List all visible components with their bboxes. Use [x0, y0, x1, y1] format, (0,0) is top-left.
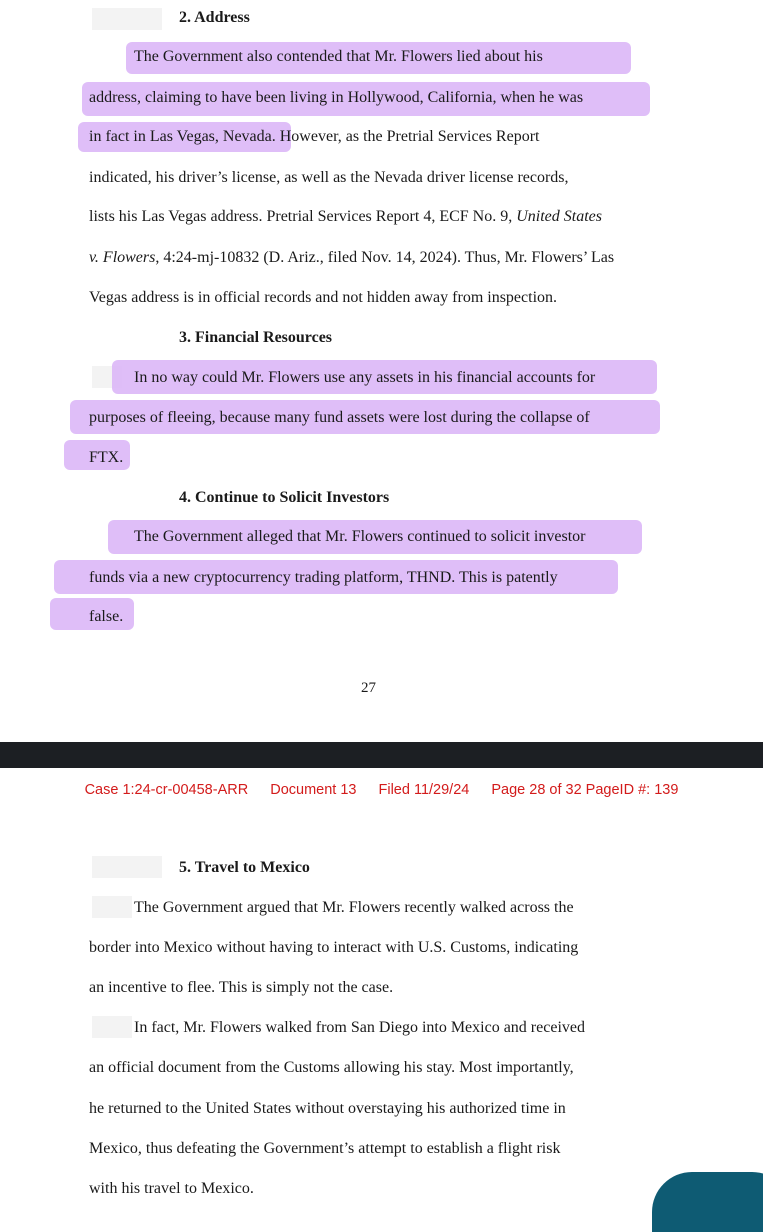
- text-line-part: lists his Las Vegas address. Pretrial Services Report 4, ECF No. 9,: [89, 208, 513, 225]
- text-line: border into Mexico without having to interact with U.S. Customs, indicating: [89, 939, 579, 956]
- text-line: he returned to the United States without overstaying his authorized time in: [89, 1100, 566, 1117]
- section-heading-financial-resources: 3. Financial Resources: [179, 329, 333, 346]
- text-line: FTX.: [89, 449, 124, 466]
- case-citation: v. Flowers: [89, 249, 156, 266]
- section-heading-address: 2. Address: [179, 9, 250, 26]
- text-line-part: , 4:24-mj-10832 (D. Ariz., filed Nov. 14, 2024). Thus, Mr. Flowers’ Las: [155, 249, 615, 266]
- text-line: funds via a new cryptocurrency trading platform, THND. This is patently: [89, 569, 558, 586]
- text-line: [89, 207, 602, 227]
- court-filing-header: [0, 782, 763, 798]
- document-number: Document 13: [270, 782, 357, 798]
- text-line: The Government also contended that Mr. Flowers lied about his: [134, 48, 543, 65]
- scan-artifact: [92, 896, 132, 918]
- text-line: an official document from the Customs allowing his stay. Most importantly,: [89, 1059, 574, 1076]
- section-heading-travel-to-mexico: 5. Travel to Mexico: [179, 859, 310, 876]
- text-line: The Government alleged that Mr. Flowers continued to solicit investor: [134, 528, 586, 545]
- case-citation: United States: [516, 208, 602, 225]
- text-line: with his travel to Mexico.: [89, 1180, 254, 1197]
- text-line: Vegas address is in official records and not hidden away from inspection.: [89, 289, 558, 306]
- text-line: In fact, Mr. Flowers walked from San Diego into Mexico and received: [134, 1019, 585, 1036]
- scan-artifact: [92, 8, 162, 30]
- page-divider: [0, 742, 763, 768]
- text-line: The Government argued that Mr. Flowers recently walked across the: [134, 899, 574, 916]
- filed-date: Filed 11/29/24: [378, 782, 470, 798]
- text-line: address, claiming to have been living in Hollywood, California, when he was: [89, 89, 584, 106]
- text-line: in fact in Las Vegas, Nevada. However, as the Pretrial Services Report: [89, 128, 540, 145]
- page-number: 27: [361, 680, 376, 696]
- scan-artifact: [92, 856, 162, 878]
- text-line: false.: [89, 608, 124, 625]
- document-page-28: [0, 768, 763, 1200]
- text-line: Mexico, thus defeating the Government’s attempt to establish a flight risk: [89, 1140, 561, 1157]
- text-line: indicated, his driver’s license, as well as the Nevada driver license records,: [89, 169, 569, 186]
- floating-action-button[interactable]: [652, 1172, 763, 1232]
- text-line: [89, 248, 614, 268]
- page-id: Page 28 of 32 PageID #: 139: [491, 782, 679, 798]
- text-line: purposes of fleeing, because many fund assets were lost during the collapse of: [89, 409, 590, 426]
- scan-artifact: [92, 1016, 132, 1038]
- case-number: Case 1:24-cr-00458-ARR: [84, 782, 249, 798]
- section-heading-solicit-investors: 4. Continue to Solicit Investors: [179, 489, 390, 506]
- text-line: In no way could Mr. Flowers use any assets in his financial accounts for: [134, 369, 596, 386]
- text-line: an incentive to flee. This is simply not the case.: [89, 979, 394, 996]
